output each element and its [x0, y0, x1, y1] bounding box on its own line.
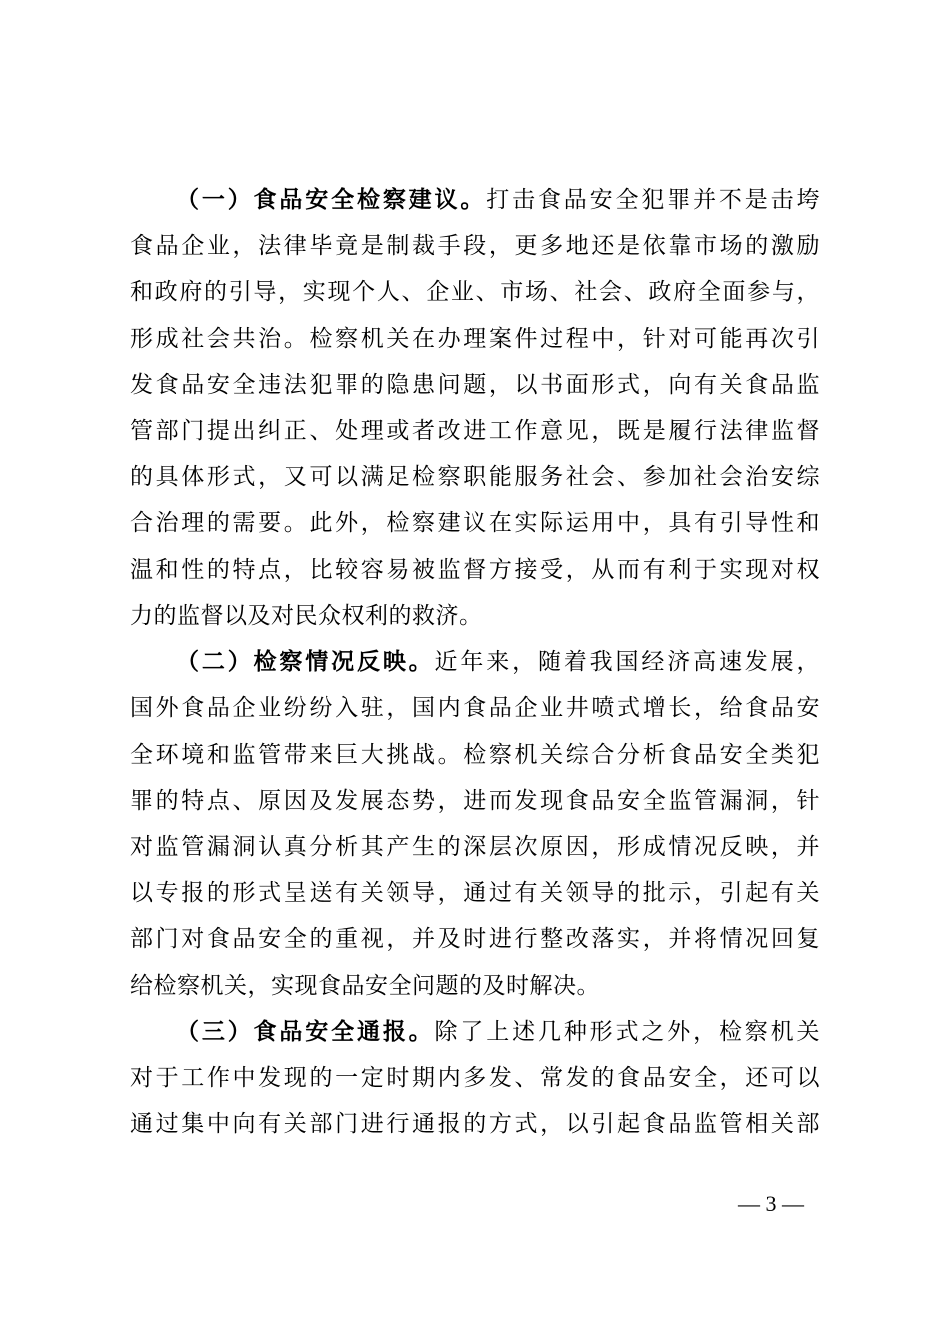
paragraph-2-line-8: 给检察机关，实现食品安全问题的及时解决。 — [130, 973, 600, 999]
paragraph-1-heading: （一）食品安全检察建议。 — [176, 186, 487, 213]
page-number: — 3 — — [738, 1191, 804, 1216]
paragraph-1-line-2: 食品企业，法律毕竟是制裁手段，更多地还是依靠市场的激励 — [130, 233, 820, 259]
paragraph-1-line-7: 的具体形式，又可以满足检察职能服务社会、参加社会治安综 — [130, 464, 820, 490]
paragraph-1-line-1 — [176, 185, 820, 215]
paragraph-1-line-10: 力的监督以及对民众权利的救济。 — [130, 603, 483, 629]
paragraph-1-line-4: 形成社会共治。检察机关在办理案件过程中，针对可能再次引 — [130, 326, 820, 352]
paragraph-1-line-9: 温和性的特点，比较容易被监督方接受，从而有利于实现对权 — [130, 557, 820, 583]
paragraph-1-line-3: 和政府的引导，实现个人、企业、市场、社会、政府全面参与， — [130, 279, 820, 305]
paragraph-2-line-6: 以专报的形式呈送有关领导，通过有关领导的批示，引起有关 — [130, 880, 820, 906]
paragraph-1-line-6: 管部门提出纠正、处理或者改进工作意见，既是履行法律监督 — [130, 418, 820, 444]
paragraph-2-heading: （二）检察情况反映。 — [176, 648, 435, 675]
paragraph-2-line-1 — [176, 647, 820, 677]
paragraph-3-heading: （三）食品安全通报。 — [176, 1018, 435, 1045]
paragraph-2-line-3: 全环境和监管带来巨大挑战。检察机关综合分析食品安全类犯 — [130, 742, 820, 768]
paragraph-2-line-2: 国外食品企业纷纷入驻，国内食品企业井喷式增长，给食品安 — [130, 695, 820, 721]
paragraph-2-line-5: 对监管漏洞认真分析其产生的深层次原因，形成情况反映，并 — [130, 834, 820, 860]
paragraph-2-text: 近年来，随着我国经济高速发展， — [434, 649, 821, 675]
paragraph-1-line-5: 发食品安全违法犯罪的隐患问题，以书面形式，向有关食品监 — [130, 372, 820, 398]
paragraph-3-text: 除了上述几种形式之外，检察机关 — [434, 1019, 821, 1045]
paragraph-1-line-8: 合治理的需要。此外，检察建议在实际运用中，具有引导性和 — [130, 510, 820, 536]
paragraph-3-line-1 — [176, 1017, 820, 1047]
paragraph-2-line-7: 部门对食品安全的重视，并及时进行整改落实，并将情况回复 — [130, 926, 820, 952]
paragraph-1-text: 打击食品安全犯罪并不是击垮 — [486, 187, 821, 213]
paragraph-3-line-3: 通过集中向有关部门进行通报的方式，以引起食品监管相关部 — [130, 1111, 820, 1137]
paragraph-3-line-2: 对于工作中发现的一定时期内多发、常发的食品安全，还可以 — [130, 1065, 820, 1091]
paragraph-2-line-4: 罪的特点、原因及发展态势，进而发现食品安全监管漏洞，针 — [130, 788, 820, 814]
